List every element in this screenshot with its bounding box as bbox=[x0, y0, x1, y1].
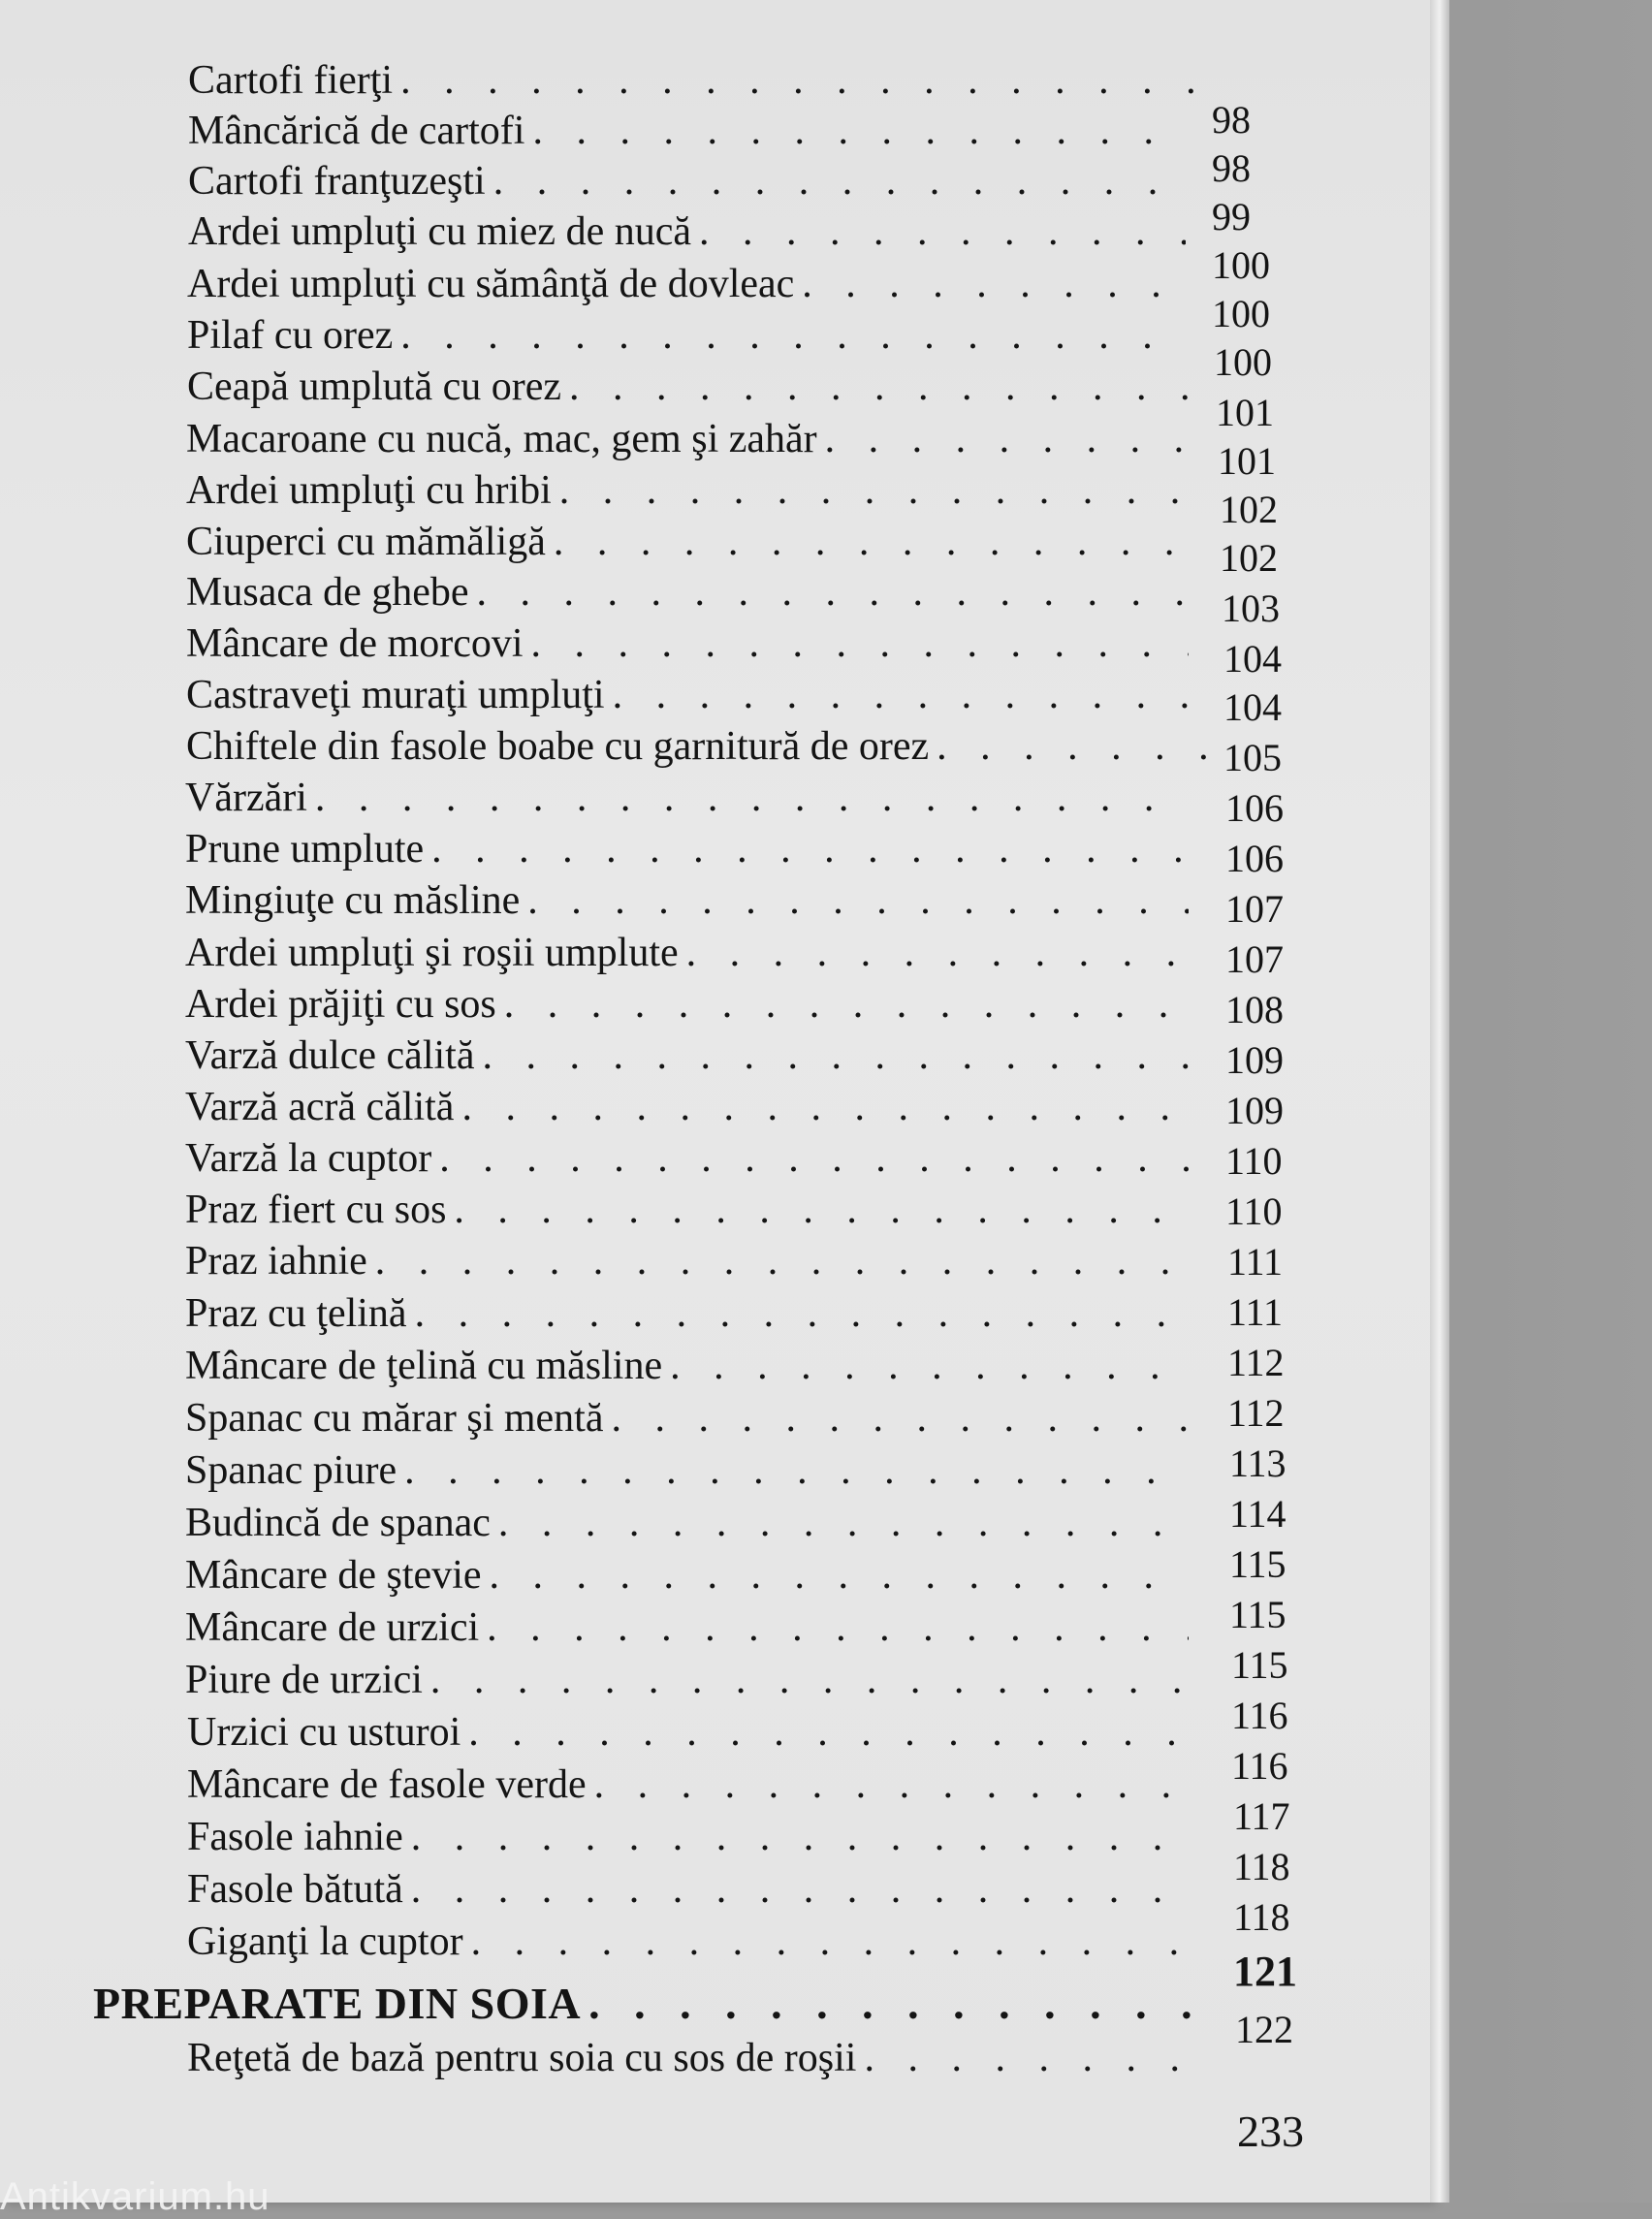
toc-entry-title: Spanac cu mărar şi mentă bbox=[185, 1396, 604, 1441]
toc-entry-title: Mâncare de urzici bbox=[185, 1605, 480, 1650]
toc-entry bbox=[185, 1450, 1194, 1491]
dot-leader bbox=[482, 1035, 1189, 1076]
dot-leader bbox=[404, 1450, 1189, 1491]
toc-entry-title: Mâncare de ţelină cu măsline bbox=[185, 1344, 663, 1388]
toc-entry-title: Castraveţi muraţi umpluţi bbox=[186, 673, 605, 717]
dot-leader bbox=[559, 470, 1189, 511]
toc-page-number: 101 bbox=[1216, 391, 1274, 434]
toc-page-number: 111 bbox=[1227, 1240, 1284, 1284]
toc-page-number: 118 bbox=[1233, 1845, 1290, 1888]
toc-entry-title: Mâncare de ştevie bbox=[185, 1553, 482, 1598]
toc-page-number: 100 bbox=[1212, 243, 1270, 287]
toc-entry-title: Mingiuţe cu măsline bbox=[185, 878, 521, 923]
toc-page-number: 99 bbox=[1212, 195, 1251, 238]
toc-entry-title: Ardei prăjiţi cu sos bbox=[185, 982, 496, 1027]
toc-entry-title: Varză la cuptor bbox=[185, 1136, 432, 1181]
toc-page-number: 98 bbox=[1212, 98, 1251, 142]
toc-page-number: 100 bbox=[1212, 292, 1270, 335]
dot-leader bbox=[670, 1346, 1189, 1386]
toc-page-number: 102 bbox=[1220, 488, 1278, 531]
dot-leader bbox=[439, 1138, 1189, 1179]
toc-page-number: 113 bbox=[1229, 1442, 1287, 1485]
toc-entry bbox=[187, 1764, 1194, 1805]
dot-leader bbox=[490, 1555, 1189, 1596]
toc-entry-title: Spanac piure bbox=[185, 1448, 397, 1493]
toc-entry bbox=[187, 315, 1193, 356]
toc-entry-title: Chiftele din fasole boabe cu garnitură de orez bbox=[186, 724, 930, 769]
dot-leader bbox=[477, 572, 1189, 613]
toc-page-number: 107 bbox=[1225, 887, 1284, 931]
watermark-text: Antikvarium.hu bbox=[0, 2175, 270, 2218]
toc-entry bbox=[185, 1189, 1194, 1230]
toc-entry bbox=[187, 1712, 1194, 1753]
dot-leader bbox=[699, 211, 1186, 252]
dot-leader bbox=[504, 984, 1189, 1025]
toc-entry bbox=[186, 572, 1194, 613]
toc-page-number: 111 bbox=[1227, 1290, 1284, 1334]
toc-page-number: 102 bbox=[1220, 536, 1278, 580]
toc-page-number: 105 bbox=[1223, 736, 1282, 779]
section-heading-title: PREPARATE DIN SOIA bbox=[93, 1979, 582, 2028]
toc-entry bbox=[185, 1087, 1194, 1127]
toc-entry-title: Fasole bătută bbox=[187, 1867, 403, 1912]
toc-entry-title: Ceapă umplută cu orez bbox=[187, 365, 561, 409]
toc-page-number: 115 bbox=[1231, 1643, 1288, 1687]
toc-page-number: 110 bbox=[1225, 1189, 1283, 1233]
section-page-number: 121 bbox=[1233, 1948, 1297, 1995]
dot-leader bbox=[864, 2038, 1199, 2078]
toc-entry-title: Praz fiert cu sos bbox=[185, 1188, 447, 1232]
toc-entry bbox=[185, 1138, 1194, 1179]
toc-entry-title: Praz cu ţelină bbox=[185, 1291, 407, 1336]
toc-entry-title: Ardei umpluţi cu hribi bbox=[186, 468, 552, 513]
toc-entry-title: Musaca de ghebe bbox=[186, 570, 469, 615]
toc-page-number: 104 bbox=[1223, 637, 1282, 681]
toc-entry bbox=[186, 522, 1194, 562]
dot-leader bbox=[498, 1503, 1189, 1543]
toc-entry bbox=[187, 366, 1193, 407]
toc-page-number: 112 bbox=[1227, 1341, 1285, 1384]
toc-entry bbox=[185, 1660, 1194, 1700]
toc-page-number: 116 bbox=[1231, 1744, 1288, 1788]
toc-entry bbox=[186, 675, 1194, 715]
toc-entry-title: Varză acră călită bbox=[185, 1085, 455, 1129]
dot-leader bbox=[937, 726, 1210, 767]
toc-entry bbox=[188, 111, 1191, 151]
toc-entry-title: Vărzări bbox=[185, 776, 307, 820]
toc-entry-title: Urzici cu usturoi bbox=[187, 1710, 461, 1755]
toc-entry-title: Cartofi fierţi bbox=[188, 58, 394, 103]
toc-page-number: 104 bbox=[1223, 685, 1282, 729]
toc-entry bbox=[188, 161, 1191, 202]
dot-leader bbox=[471, 1921, 1189, 1962]
toc-entry-title: Budincă de spanac bbox=[185, 1501, 491, 1545]
toc-page-number: 118 bbox=[1233, 1895, 1290, 1939]
toc-entry bbox=[185, 777, 1194, 818]
toc-page-number: 109 bbox=[1225, 1038, 1284, 1082]
dot-leader bbox=[554, 522, 1189, 562]
dot-leader bbox=[802, 264, 1188, 304]
dot-leader bbox=[527, 880, 1189, 921]
toc-entry-title: Fasole iahnie bbox=[187, 1815, 403, 1859]
toc-entry-title: Varză dulce călită bbox=[185, 1033, 475, 1078]
toc-entry bbox=[188, 60, 1206, 101]
toc-entry bbox=[186, 623, 1194, 664]
section-heading bbox=[93, 1981, 1203, 2026]
toc-entry bbox=[187, 1921, 1194, 1962]
toc-entry bbox=[185, 1503, 1194, 1543]
dot-leader bbox=[468, 1712, 1189, 1753]
toc-entry-title: Macaroane cu nucă, mac, gem şi zahăr bbox=[186, 417, 817, 461]
page-edge bbox=[1430, 0, 1449, 2203]
dot-leader bbox=[594, 1764, 1189, 1805]
toc-entry bbox=[187, 1869, 1194, 1910]
toc-entry-title: Pilaf cu orez bbox=[187, 313, 394, 358]
toc-page-number: 114 bbox=[1229, 1492, 1287, 1536]
toc-page-number: 122 bbox=[1235, 2008, 1293, 2051]
toc-entry bbox=[185, 984, 1194, 1025]
toc-entry-title: Ardei umpluţi şi roşii umplute bbox=[185, 931, 679, 975]
toc-page-number: 117 bbox=[1233, 1794, 1290, 1838]
toc-page-number: 100 bbox=[1214, 340, 1272, 384]
dot-leader bbox=[430, 1660, 1189, 1700]
toc-entry bbox=[185, 1293, 1194, 1334]
toc-entry-title: Piure de urzici bbox=[185, 1658, 423, 1702]
toc-entry bbox=[185, 1555, 1194, 1596]
toc-entry bbox=[187, 264, 1193, 304]
page-folio-number: 233 bbox=[1237, 2107, 1304, 2156]
toc-entry bbox=[186, 470, 1194, 511]
toc-page-number: 108 bbox=[1225, 988, 1284, 1031]
toc-entry-title: Mâncărică de cartofi bbox=[188, 109, 525, 153]
dot-leader bbox=[375, 1241, 1189, 1282]
dot-leader bbox=[686, 933, 1189, 973]
dot-leader bbox=[411, 1869, 1189, 1910]
dot-leader bbox=[569, 366, 1188, 407]
dot-leader bbox=[532, 111, 1186, 151]
toc-entry-title: Cartofi franţuzeşti bbox=[188, 159, 486, 204]
dot-leader bbox=[315, 777, 1189, 818]
dot-leader bbox=[411, 1817, 1189, 1857]
toc-entry bbox=[185, 880, 1194, 921]
toc-entry bbox=[186, 419, 1194, 460]
dot-leader bbox=[431, 829, 1189, 870]
toc-entry-title: Mâncare de morcovi bbox=[186, 621, 524, 666]
dot-leader bbox=[461, 1087, 1189, 1127]
toc-page-number: 101 bbox=[1218, 439, 1276, 483]
toc-entry-title: Ciuperci cu mămăligă bbox=[186, 520, 546, 564]
toc-page-number: 103 bbox=[1222, 586, 1280, 630]
dot-leader bbox=[415, 1293, 1189, 1334]
toc-entry-title: Ardei umpluţi cu miez de nucă bbox=[188, 209, 691, 254]
toc-entry bbox=[187, 1817, 1194, 1857]
dot-leader bbox=[611, 1398, 1189, 1439]
toc-page-number: 115 bbox=[1229, 1593, 1287, 1636]
toc-entry bbox=[185, 829, 1194, 870]
toc-entry bbox=[185, 1346, 1194, 1386]
toc-entry-title: Ardei umpluţi cu sămânţă de dovleac bbox=[187, 262, 795, 306]
dot-leader bbox=[487, 1607, 1189, 1648]
toc-entry bbox=[185, 933, 1194, 973]
toc-entry bbox=[187, 2038, 1205, 2078]
toc-entry bbox=[185, 1241, 1194, 1282]
dot-leader bbox=[400, 60, 1200, 101]
toc-page-number: 98 bbox=[1212, 146, 1251, 190]
toc-page-number: 116 bbox=[1231, 1694, 1288, 1737]
toc-entry bbox=[186, 726, 1216, 767]
dot-leader bbox=[588, 1981, 1197, 2026]
toc-entry-title: Reţetă de bază pentru soia cu sos de roşii bbox=[187, 2036, 857, 2080]
toc-page-number: 106 bbox=[1225, 786, 1284, 830]
toc-page-number: 109 bbox=[1225, 1089, 1284, 1132]
toc-entry-title: Praz iahnie bbox=[185, 1239, 367, 1284]
dot-leader bbox=[493, 161, 1186, 202]
toc-page-number: 106 bbox=[1225, 837, 1284, 880]
dot-leader bbox=[825, 419, 1189, 460]
toc-entry bbox=[185, 1398, 1194, 1439]
toc-entry-title: Mâncare de fasole verde bbox=[187, 1762, 587, 1807]
toc-entry bbox=[185, 1607, 1194, 1648]
toc-page-number: 107 bbox=[1225, 937, 1284, 981]
dot-leader bbox=[613, 675, 1189, 715]
toc-entry bbox=[185, 1035, 1194, 1076]
toc-page-number: 112 bbox=[1227, 1391, 1285, 1435]
toc-page-number: 115 bbox=[1229, 1542, 1287, 1586]
dot-leader bbox=[400, 315, 1188, 356]
toc-entry bbox=[188, 211, 1191, 252]
dot-leader bbox=[531, 623, 1189, 664]
toc-entry-title: Prune umplute bbox=[185, 827, 425, 872]
toc-page-number: 110 bbox=[1225, 1139, 1283, 1183]
toc-entry-title: Giganţi la cuptor bbox=[187, 1919, 463, 1964]
dot-leader bbox=[454, 1189, 1189, 1230]
